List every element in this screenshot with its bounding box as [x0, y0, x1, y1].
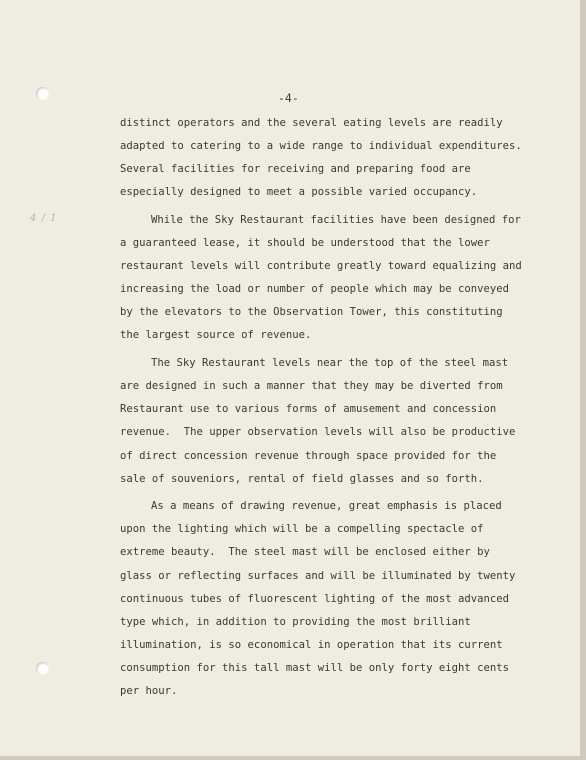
punch-hole-bottom [36, 662, 49, 675]
text-line: As a means of drawing revenue, great emphasis is placed [151, 500, 502, 513]
text-line: upon the lighting which will be a compelling spectacle of [120, 523, 484, 536]
text-line: The Sky Restaurant levels near the top of the steel mast [151, 357, 509, 370]
paragraph [120, 112, 520, 204]
paragraph [120, 495, 520, 703]
text-line: the largest source of revenue. [120, 329, 312, 342]
text-line: especially designed to meet a possible varied occupancy. [120, 186, 478, 199]
paragraph [120, 352, 520, 491]
text-line: Restaurant use to various forms of amusement and concession [120, 403, 497, 416]
text-line: distinct operators and the several eating levels are readily [120, 117, 503, 129]
page-number: -4- [278, 91, 299, 105]
text-line: per hour. [120, 685, 178, 698]
text-line: are designed in such a manner that they may be diverted from [120, 380, 503, 393]
text-line: sale of souveniors, rental of field glasses and so forth. [120, 472, 484, 485]
text-line: illumination, is so economical in operation that its current [120, 638, 503, 651]
page-edge-right [580, 0, 586, 760]
text-line: glass or reflecting surfaces and will be illuminated by twenty [120, 569, 516, 582]
text-line: While the Sky Restaurant facilities have been designed for [151, 213, 521, 226]
text-line: of direct concession revenue through space provided for the [120, 449, 497, 462]
text-line: type which, in addition to providing the most brilliant [120, 615, 471, 628]
text-line: increasing the load or number of people which may be conveyed [120, 283, 510, 296]
text-line: a guaranteed lease, it should be understood that the lower [120, 237, 490, 250]
text-line: by the elevators to the Observation Tower, this constituting [120, 306, 503, 319]
text-line: consumption for this tall mast will be only forty eight cents [120, 661, 510, 674]
page-edge-bottom [0, 756, 586, 760]
text-line: adapted to catering to a wide range to individual expenditures. [120, 140, 522, 153]
text-line: continuous tubes of fluorescent lighting of the most advanced [120, 592, 510, 605]
text-line: restaurant levels will contribute greatly toward equalizing and [120, 260, 522, 273]
pencil-margin-note: 4 / 1 [30, 213, 58, 224]
text-line: revenue. The upper observation levels will also be productive [120, 426, 516, 439]
body-text [120, 112, 520, 703]
text-line: extreme beauty. The steel mast will be enclosed either by [120, 546, 490, 559]
text-line: Several facilities for receiving and preparing food are [120, 163, 471, 176]
paragraph [120, 209, 520, 348]
punch-hole-top [36, 87, 49, 100]
